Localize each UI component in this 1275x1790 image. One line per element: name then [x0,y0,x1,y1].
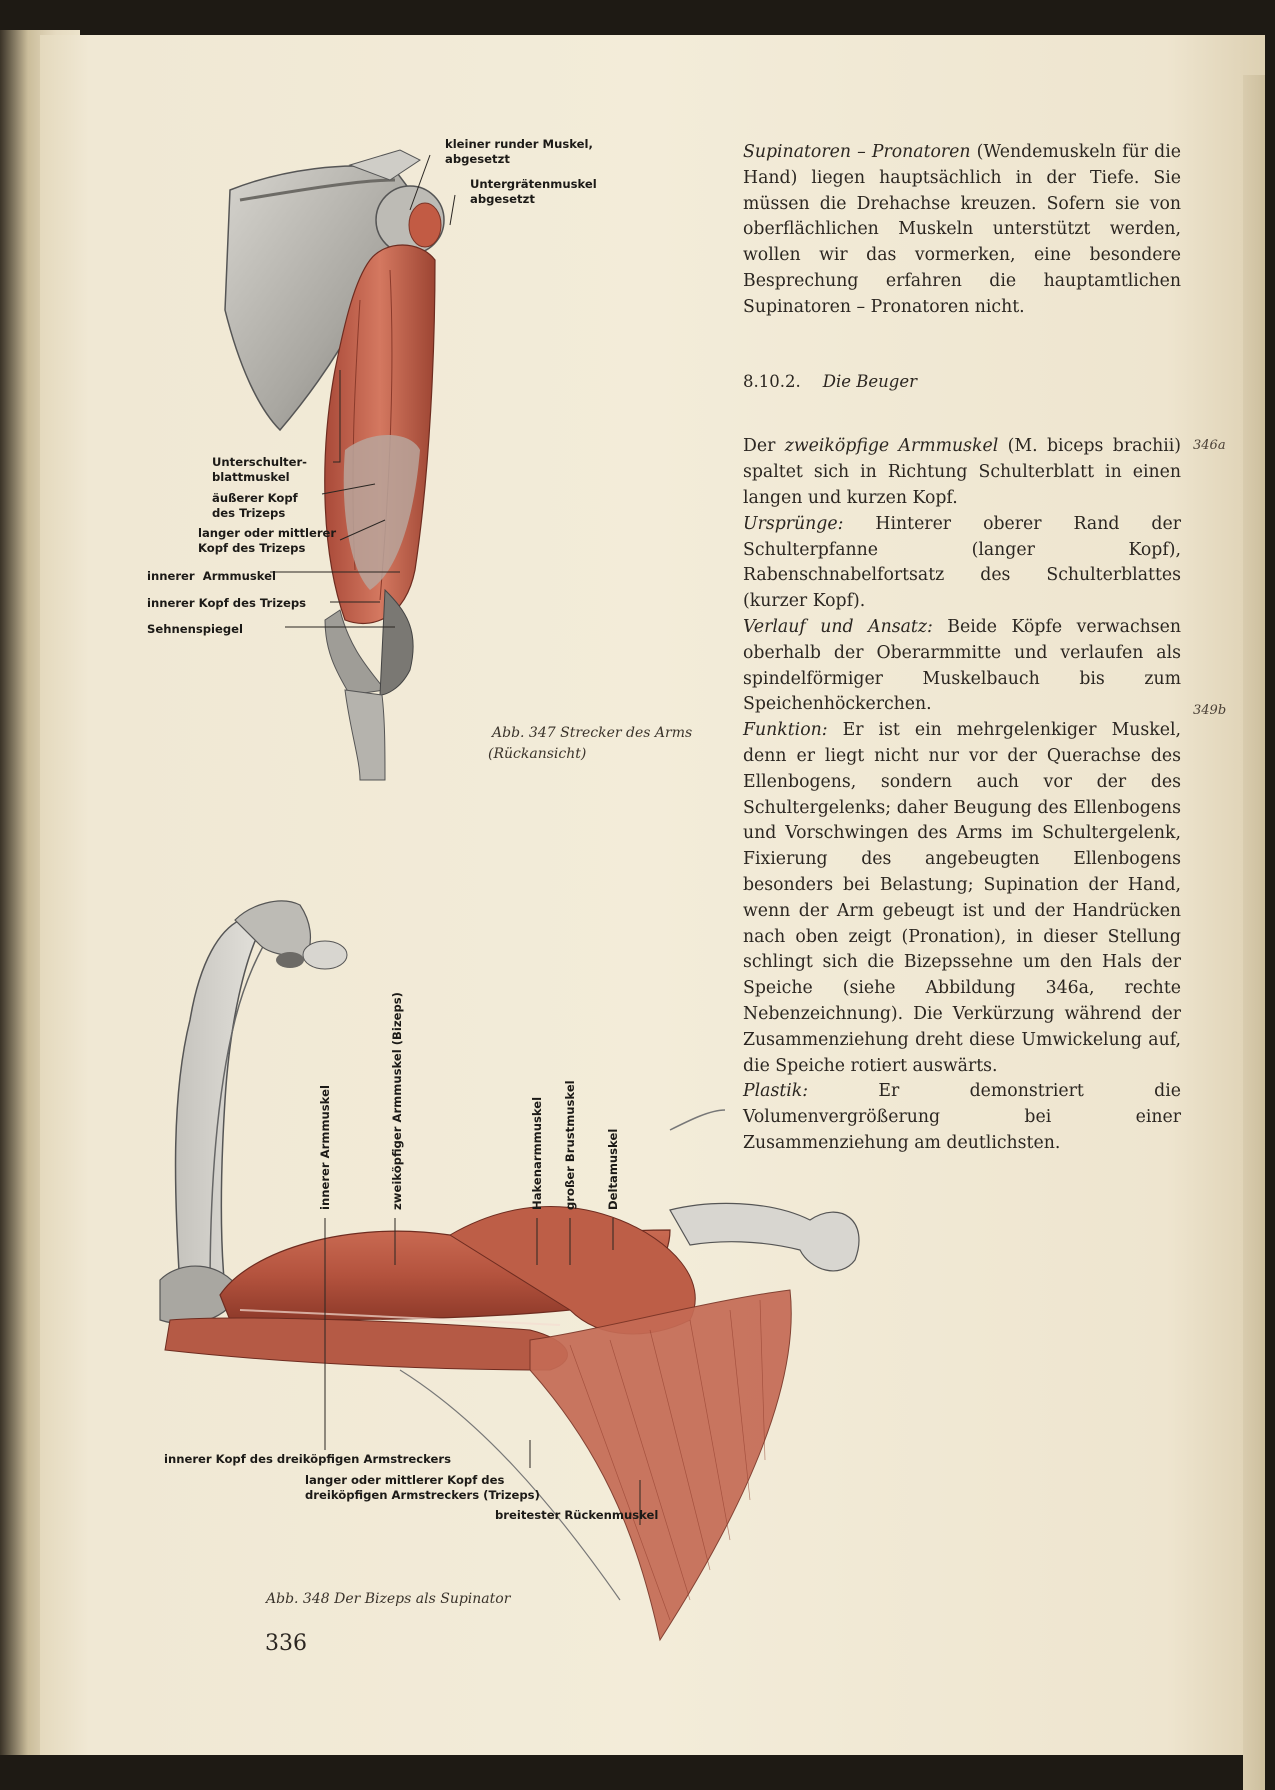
figure-348-caption: Abb. 348 Der Bizeps als Supinator [266,1591,511,1607]
margin-ref-349b: 349b [1193,703,1227,718]
label-triceps-long-348: langer oder mittlerer Kopf des dreiköpfigen Armstreckers (Trizeps) [305,1473,540,1502]
label-coracobrachialis: Hakenarmmuskel [530,1096,544,1210]
label-deltoid: Deltamuskel [606,1128,620,1210]
text-run: Er demonstriert die Volumenvergrößerung bei einer Zusammenziehung am deutlichsten. [743,1081,1181,1153]
label-triceps-medial-head: innerer Kopf des Trizeps [147,596,307,610]
page-number: 336 [265,1631,307,1656]
italic-run: Funktion: [743,720,828,741]
margin-ref-346a: 346a [1193,438,1226,453]
text-run: Hinterer oberer Rand der Schulterpfanne (langer Kopf), Rabenschnabelfortsatz des Schulterblattes (kurzer Kopf). [743,513,1181,612]
label-brachialis: innerer Armmuskel [147,569,276,583]
label-latissimus: breitester Rückenmuskel [495,1508,659,1522]
figure-347-caption-sub: (Rückansicht) [488,746,587,762]
italic-run: Plastik: [743,1081,809,1102]
label-biceps: zweiköpfiger Armmuskel (Bizeps) [390,992,404,1210]
text-run: Der [743,436,785,457]
text-run: Beide Köpfe verwachsen oberhalb der Oberarmmitte und verlaufen als spindelförmiger Muskelbauch bis zum Speichenhöckerchen. [743,616,1181,715]
label-triceps-long-head: langer oder mittlerer Kopf des Trizeps [198,526,337,555]
label-tendon-plate: Sehnenspiegel [147,622,244,636]
italic-run: Ursprünge: [743,513,844,534]
section-number: 8.10.2. [743,371,801,391]
label-brachialis-348: innerer Armmuskel [318,1085,332,1210]
section-title: Die Beuger [822,371,917,391]
label-teres-minor: kleiner runder Muskel, abgesetzt [445,137,593,166]
label-subscapularis: Unterschulter- blattmuskel [212,455,307,484]
label-infraspinatus: Untergrätenmuskel abgesetzt [470,177,597,206]
text-run: (M. biceps brachii) spaltet sich in Richtung Schulterblatt in einen langen und kurzen Kopf. [743,436,1181,508]
label-triceps-medial-348: innerer Kopf des dreiköpfigen Armstreckers [164,1452,452,1466]
figure-347-caption: Abb. 347 Strecker des Arms [492,725,693,741]
text-run: (Wendemuskeln für die Hand) liegen hauptsächlich in der Tiefe. Sie müssen die Drehachse kreuzen. Sofern sie von oberflächlichen Muskeln unterstützt werden, wollen wir das vormerken, eine besondere Besprechung erfahren die hauptamtlichen Supinatoren – Pronatoren nicht. [743,142,1181,317]
italic-run: zweiköpfige Armmuskel [784,436,999,457]
italic-run: Supinatoren – Pronatoren [743,142,971,162]
italic-run: Verlauf und Ansatz: [743,616,933,637]
text-run: Er ist ein mehrgelenkiger Muskel, denn er liegt nicht nur vor der Querachse des Ellenbogens, sondern auch vor der des Schultergelenks; daher Beugung des Ellenbogens und Vorschwingen des Arms im Schultergelenk, Fixierung des angebeugten Ellenbogens besonders bei Belastung; Supination der Hand, wenn der Arm gebeugt ist und der Handrücken nach oben zeigt (Pronation), in dieser Stellung schlingt sich die Bizepssehne um den Hals der Speiche (siehe Abbildung 346a, rechte Nebenzeichnung). Die Verkürzung während der Zusammenziehung dreht diese Umwickelung auf, die Speiche rotiert auswärts. [743,720,1181,1076]
label-pectoralis-major: großer Brustmuskel [563,1080,577,1210]
label-triceps-lateral-head: äußerer Kopf des Trizeps [212,491,298,520]
